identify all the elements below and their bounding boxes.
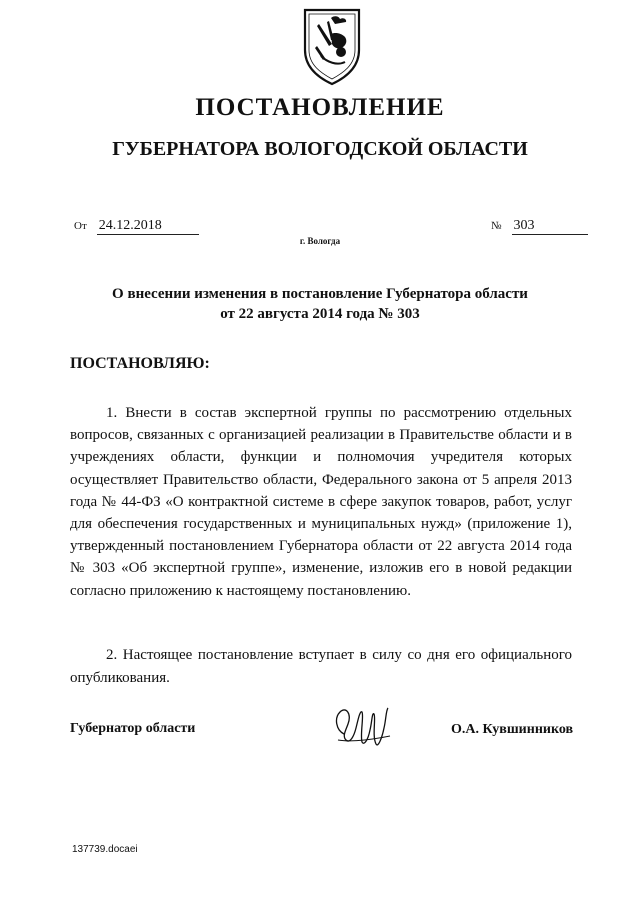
city-label: г. Вологда [299,236,341,246]
paragraph-2: 2. Настоящее постановление вступает в силу со дня его официального опубликования. [70,647,572,686]
coat-of-arms-icon [301,6,363,86]
signer-position: Губернатор области [70,721,196,736]
number-prefix: № [491,220,502,232]
paragraph-1: 1. Внести в состав экспертной группы по рассмотрению отдельных вопросов, связанных с организацией реализации в Правительстве области и в учреждениях области, функции и полномочия учредителя которых осуществляет Правительство области, Федерального закона от 5 апреля 2013 года № 44-ФЗ «О контрактной системе в сфере закупок товаров, работ, услуг для обеспечения государственных и муниципальных нужд» (приложение 1), утвержденный постановлением Губернатора области от 22 августа 2014 года № 303 «Об экспертной группе», изменение, изложив его в новой редакции согласно приложению к настоящему постановлению. [70,405,572,599]
heading-line-1: О внесении изменения в постановление Губернатора области [112,286,528,302]
number-value: 303 [512,218,588,235]
file-id: 137739.docaei [72,844,138,855]
document-subtitle: ГУБЕРНАТОРА ВОЛОГОДСКОЙ ОБЛАСТИ [112,138,528,160]
date-prefix: От [74,220,87,232]
date-value: 24.12.2018 [97,218,199,235]
signer-name: О.А. Кувшинников [451,722,574,737]
date-field [74,218,199,235]
number-field [491,218,588,235]
heading-line-2: от 22 августа 2014 года № 303 [220,306,420,322]
handwritten-signature-icon [330,700,392,752]
document-heading [80,284,560,324]
document-title: ПОСТАНОВЛЕНИЕ [195,94,445,121]
decree-word: ПОСТАНОВЛЯЮ: [70,355,210,372]
